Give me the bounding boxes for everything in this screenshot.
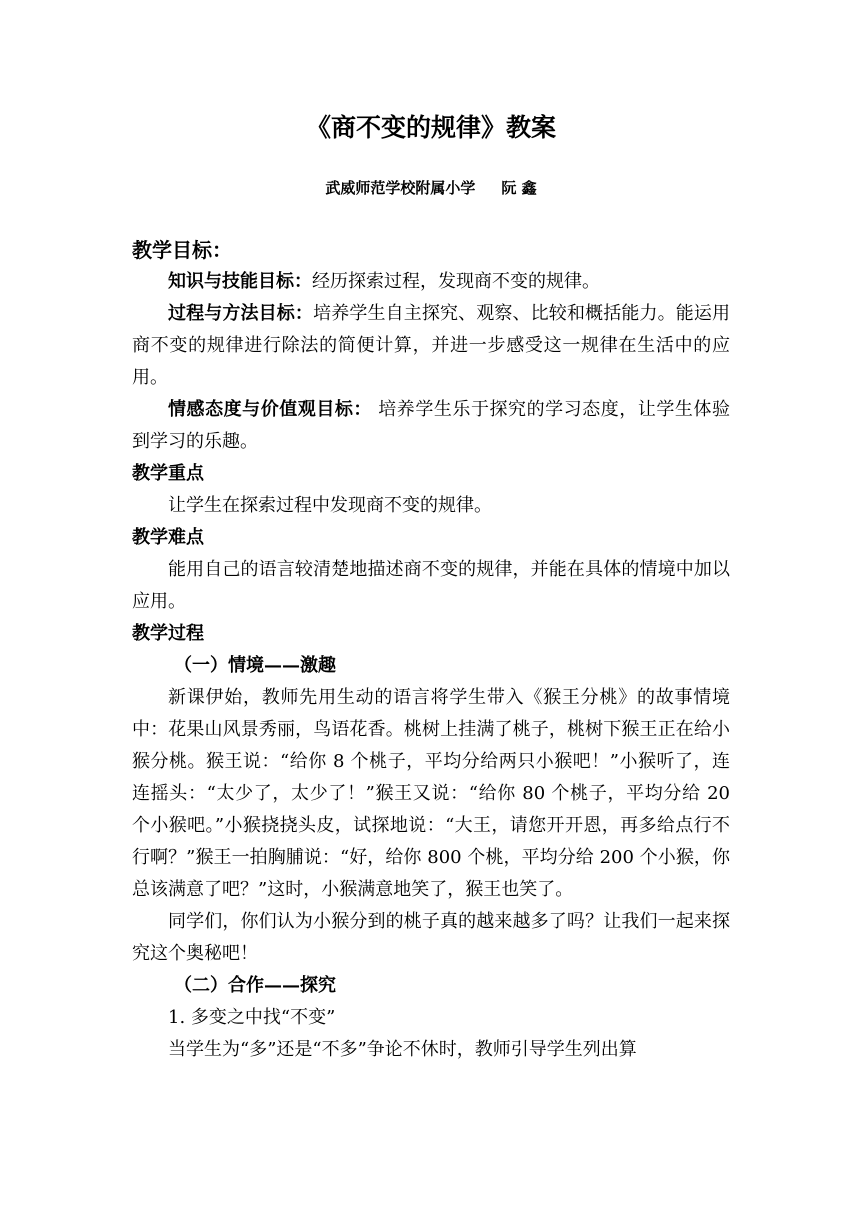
objective-process [132, 298, 730, 394]
focus-text: 让学生在探索过程中发现商不变的规律。 [168, 495, 492, 516]
section2-item-1-text: 当学生为“多”还是“不多”争论不休时，教师引导学生列出算 [168, 1039, 637, 1060]
difficulty-text: 能用自己的语言较清楚地描述商不变的规律，并能在具体的情境中加以应用。 [132, 559, 730, 612]
objective-emotion [132, 394, 730, 458]
objectives-heading: 教学目标： [132, 238, 232, 262]
section1-paragraph-1: 新课伊始，教师先用生动的语言将学生带入《猴王分桃》的故事情境中：花果山风景秀丽，鸟语花香。桃树上挂满了桃子，桃树下猴王正在给小猴分桃。猴王说：“给你 8 个桃子，平均分给两只小猴吧！”小猴听了，连连摇头：“太少了，太少了！”猴王又说：“给你 80 个桃子，平均分给 20 个小猴吧。”小猴挠挠头皮，试探地说：“大王，请您开开恩，再多给点行不行啊？”猴王一拍胸脯说：“好，给你 800 个桃，平均分给 200 个小猴，你总该满意了吧？”这时，小猴满意地笑了，猴王也笑了。 [132, 687, 730, 900]
document-title: 《商不变的规律》教案 [305, 113, 556, 142]
difficulty-heading: 教学难点 [132, 527, 204, 548]
author-name: 阮 鑫 [501, 179, 537, 197]
objective-emotion-text: 培养学生乐于探究的学习态度，让学生体验到学习的乐趣。 [132, 399, 730, 452]
author-line [132, 177, 730, 198]
objective-knowledge-label: 知识与技能目标： [168, 271, 312, 292]
process-heading: 教学过程 [132, 623, 204, 644]
objective-process-text: 培养学生自主探究、观察、比较和概括能力。能运用商不变的规律进行除法的简便计算，并进一步感受这一规律在生活中的应用。 [132, 303, 731, 388]
focus-heading: 教学重点 [132, 463, 204, 484]
document-page [132, 0, 730, 1216]
objective-knowledge-text: 经历探索过程，发现商不变的规律。 [312, 271, 600, 292]
section1-title: （一）情境——激趣 [174, 655, 336, 676]
objective-emotion-label: 情感态度与价值观目标： [168, 399, 372, 420]
document-body [132, 234, 730, 1066]
section2-item-1: 1. 多变之中找“不变” [168, 1007, 336, 1028]
section2-title: （二）合作——探究 [174, 975, 336, 996]
section1-paragraph-2: 同学们，你们认为小猴分到的桃子真的越来越多了吗？让我们一起来探究这个奥秘吧！ [132, 911, 730, 964]
author-school: 武威师范学校附属小学 [325, 179, 476, 197]
objective-knowledge [132, 266, 730, 298]
objective-process-label: 过程与方法目标： [168, 303, 314, 324]
